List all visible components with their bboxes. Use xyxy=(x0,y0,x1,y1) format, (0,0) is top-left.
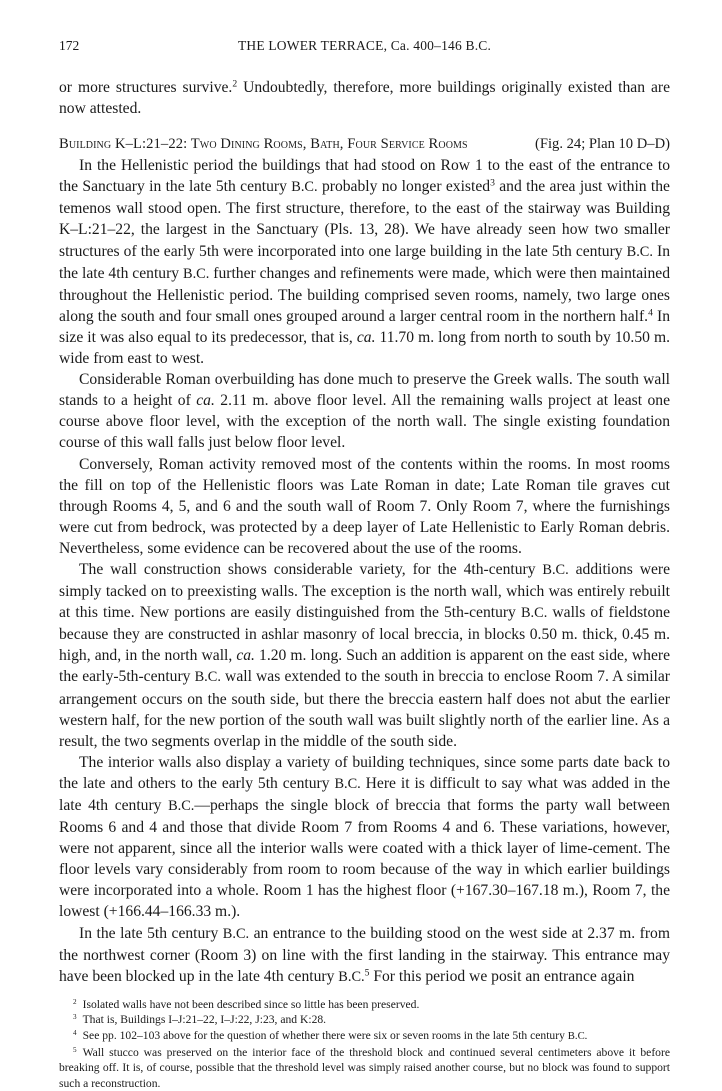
paragraph xyxy=(59,369,670,453)
era-abbrev: B.C. xyxy=(334,775,361,792)
paragraph xyxy=(59,923,670,988)
text-run: probably no longer existed xyxy=(317,178,491,196)
page xyxy=(59,38,670,1091)
era-abbrev: B.C. xyxy=(291,179,318,196)
era-abbrev: B.C. xyxy=(183,265,210,282)
era-abbrev: B.C. xyxy=(520,605,548,622)
figure-reference: (Fig. 24; Plan 10 D–D) xyxy=(535,136,670,153)
paragraph: Conversely, Roman activity removed most of the contents within the rooms. In most rooms the fill on top of the Hellenistic floors was Late Roman in date; Late Roman tile graves cut through Rooms 4, 5, and 6 and the south wall of Room 7. Only Room 7, where the furnishings were cut from bedrock, was protected by a deep layer of Late Hellenistic to Early Roman debris. Nevertheless, some evidence can be recovered about the use of the rooms. xyxy=(59,455,670,557)
text-run: 11.70 m. long from north to south by 10.50 m. wide from east to west. xyxy=(59,328,670,368)
text-run: —perhaps the single block of breccia that forms the party wall between Rooms 6 and 4 and those that divide Room 7 from Rooms 4 and 6. These variations, however, were not apparent, since all the interior walls were coated with a thick layer of lime-cement. The floor levels vary considerably from room to room because of the way in which earlier buildings were incorporated into a whole. Room 1 has the highest floor (+167.30–167.18 m.), Room 7, the lowest (+166.44–166.33 m.). xyxy=(59,797,670,921)
text-run: an entrance to the building stood on the west side at 2.37 m. from the northwest corner (Room 3) on line with the first landing in the stairway. This entrance may have been blocked up in the late 4th century xyxy=(59,924,670,985)
text-run: For this period we posit an entrance again xyxy=(369,967,635,985)
footnote-ref[interactable]: 5 xyxy=(364,967,370,979)
footnote-ref[interactable]: 4 xyxy=(648,307,653,319)
text-run: The interior walls also display a variety of building techniques, since some parts date back to the late and others to the early 5th century xyxy=(59,753,670,792)
era-abbrev: B.C. xyxy=(626,243,653,260)
text-run: wall was extended to the south in breccia to enclose Room 7. A similar arrangement occurs on the south side, but there the breccia eastern half does not abut the earlier western half, for the new portion of the south wall was built slightly north of the earlier line. As a result, the two segments overlap in the middle of the south side. xyxy=(59,668,671,750)
text-run: additions were simply tacked on to preexisting walls. The exception is the north wall, which was entirely rebuilt at this time. New portions are easily distinguished from the 5th-century xyxy=(59,560,670,622)
main-text xyxy=(59,77,670,988)
footnote-text: Isolated walls have not been described since so little has been preserved. xyxy=(82,997,420,1011)
footnote-mark: 4 xyxy=(73,1029,77,1038)
italic-abbrev: ca. xyxy=(356,328,376,346)
text-run: In the Hellenistic period the buildings that had stood on Row 1 to the east of the entrance to the Sanctuary in the late 5th century xyxy=(59,157,670,196)
text-run: walls of fieldstone because they are constructed in ashlar masonry of local breccia, in blocks 0.50 m. thick, 0.45 m. high, and, in the north wall, xyxy=(59,604,671,665)
text-run: In the late 4th century xyxy=(59,242,670,282)
text-run: In size it was also equal to its predecessor, that is, xyxy=(59,307,670,346)
text-run: Undoubtedly, therefore, more buildings originally existed than are now attested. xyxy=(59,79,670,118)
section-heading xyxy=(59,134,670,155)
paragraph xyxy=(59,559,670,752)
text-run: In the late 5th century xyxy=(79,924,223,942)
italic-abbrev: ca. xyxy=(236,647,255,665)
footnote-mark: 3 xyxy=(73,1013,77,1022)
footnote xyxy=(59,997,670,1013)
footnote-text: See pp. 102–103 above for the question of whether there were six or seven rooms in the late 5th century xyxy=(82,1029,568,1043)
paragraph xyxy=(59,155,670,369)
era-abbrev: B.C. xyxy=(168,798,195,814)
era-abbrev: B.C. xyxy=(338,968,365,985)
footnote-mark: 5 xyxy=(73,1045,77,1054)
era-abbrev: B.C. xyxy=(567,1030,588,1043)
text-run: and the area just within the temenos wall stood open. The first structure, therefore, to the east of the stairway was Building K–L:21–22, the largest in the Sanctuary (Pls. 13, 28). We have already seen how two smaller structures of the early 5th were incorporated into one large building in the late 5th century xyxy=(59,178,670,260)
section-title: Building K–L:21–22: Two Dining Rooms, Bath, Four Service Rooms xyxy=(59,136,468,153)
footnote-mark: 2 xyxy=(73,997,77,1006)
footnotes xyxy=(59,997,670,1091)
running-header xyxy=(59,38,670,60)
era-abbrev: B.C. xyxy=(222,925,250,942)
paragraph xyxy=(59,752,670,923)
footnote-text: Wall stucco was preserved on the interior face of the threshold block and continued several centimeters above it before breaking off. It is, of course, possible that the threshold level was simply raised another course, but no block was found to support such a reconstruction. xyxy=(59,1045,670,1090)
intro-paragraph xyxy=(59,77,670,119)
footnote xyxy=(59,1012,670,1028)
text-run: 1.20 m. long. Such an addition is apparent on the east side, where the early-5th-century xyxy=(59,647,670,686)
running-title: THE LOWER TERRACE, Ca. 400–146 B.C. xyxy=(237,38,492,53)
text-run: Considerable Roman overbuilding has done much to preserve the Greek walls. The south wall stands to a height of xyxy=(59,371,670,410)
footnote-ref[interactable]: 3 xyxy=(490,177,495,189)
text-run: 2.11 m. above floor level. All the remaining walls project at least one course above floor level, with the exception of the north wall. The single existing foundation course of this wall falls just below floor level. xyxy=(59,392,671,452)
text-run: or more structures survive. xyxy=(59,79,233,96)
text-run: further changes and refinements were made, which were then maintained throughout the Hellenistic period. The building comprised seven rooms, namely, two large ones along the south and four small ones grouped around a larger central room in the northern half. xyxy=(59,264,670,325)
footnote xyxy=(59,1045,670,1091)
era-abbrev: B.C. xyxy=(542,561,569,578)
footnote-text: That is, Buildings I–J:21–22, I–J:22, J:23, and K:28. xyxy=(82,1013,327,1027)
page-number: 172 xyxy=(59,38,80,53)
footnote xyxy=(59,1028,670,1045)
footnote-ref[interactable]: 2 xyxy=(232,78,238,90)
era-abbrev: B.C. xyxy=(194,669,221,686)
text-run: Here it is difficult to say what was added in the late 4th century xyxy=(59,774,670,814)
text-run: The wall construction shows considerable variety, for the 4th-century xyxy=(79,560,543,578)
italic-abbrev: ca. xyxy=(196,392,215,410)
